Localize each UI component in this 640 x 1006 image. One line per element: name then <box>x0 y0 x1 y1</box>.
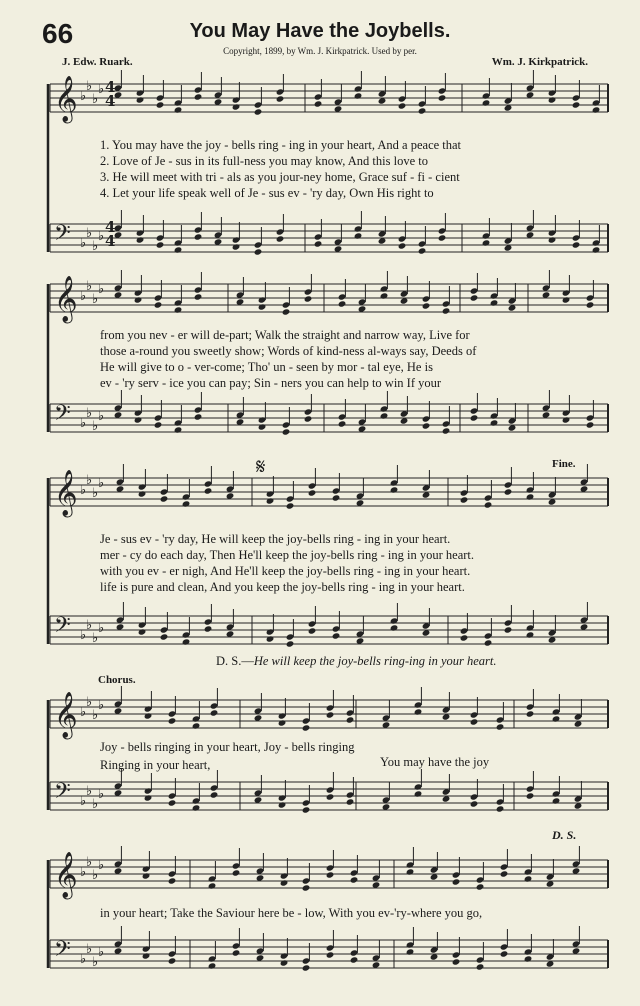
treble-note-notehead <box>258 303 267 310</box>
bass-note-notehead <box>350 956 359 963</box>
bass-note-notehead <box>174 426 183 433</box>
bass-note-notehead <box>302 806 311 813</box>
treble-clef: 𝄞 <box>54 276 78 322</box>
key-signature-flat: ♭ <box>98 476 105 491</box>
bass-note-notehead <box>398 242 407 249</box>
bass-note-notehead <box>406 948 415 955</box>
time-signature: 4 <box>105 78 116 96</box>
treble-clef: 𝄞 <box>54 76 78 122</box>
key-signature-flat: ♭ <box>86 784 93 799</box>
key-signature-flat: ♭ <box>98 945 105 960</box>
key-signature-flat: ♭ <box>92 797 99 812</box>
treble-note-notehead <box>134 296 143 303</box>
bass-note-notehead <box>562 416 571 423</box>
treble-note-notehead <box>398 102 407 109</box>
bass-note-notehead <box>278 801 287 808</box>
chorus-lyric-bottom-right: You may have the joy <box>380 755 490 769</box>
key-signature-flat: ♭ <box>80 89 87 104</box>
bass-note-notehead <box>452 958 461 965</box>
treble-note-notehead <box>286 502 295 509</box>
bass-clef: 𝄢 <box>54 779 71 809</box>
bass-note-notehead <box>496 805 505 812</box>
bass-note-notehead <box>156 241 165 248</box>
treble-note-notehead <box>326 871 335 878</box>
lyric-line-2-2: those a-round you sweetly show; Words of kind-ness al-ways say, Deeds of <box>100 344 477 358</box>
bass-note-notehead <box>484 639 493 646</box>
bass-note-notehead <box>154 421 163 428</box>
author-credit: J. Edw. Ruark. <box>62 56 133 68</box>
ds-marking: D. S. <box>552 828 577 842</box>
treble-note-notehead <box>156 101 165 108</box>
bass-note-notehead <box>524 955 533 962</box>
bass-note-notehead <box>470 800 479 807</box>
segno-sign: 𝄋 <box>256 454 266 479</box>
key-signature-flat: ♭ <box>80 628 87 643</box>
bass-note-notehead <box>280 959 289 966</box>
treble-note-notehead <box>168 877 177 884</box>
bass-note-notehead <box>302 964 311 971</box>
bass-note-notehead <box>276 235 285 242</box>
chorus-lyric-top: Joy - bells ringing in your heart, Joy - bells ringing <box>100 740 355 754</box>
bass-clef: 𝄢 <box>54 613 71 643</box>
treble-note-notehead <box>572 101 581 108</box>
treble-note-notehead <box>194 93 203 100</box>
bass-note-notehead <box>308 627 317 634</box>
treble-note-notehead <box>282 308 291 315</box>
bass-note-notehead <box>182 638 191 645</box>
treble-note-notehead <box>276 95 285 102</box>
key-signature-flat: ♭ <box>98 858 105 873</box>
bass-note-notehead <box>144 794 153 801</box>
bass-note-notehead <box>134 416 143 423</box>
key-signature-flat: ♭ <box>92 955 99 970</box>
time-signature: 4 <box>105 218 116 236</box>
treble-note-notehead <box>302 884 311 891</box>
treble-note-notehead <box>482 99 491 106</box>
copyright-notice: Copyright, 1899, by Wm. J. Kirkpatrick. Used by per. <box>223 46 417 56</box>
lyric-line-1-4: 4. Let your life speak well of Je - sus ev - 'ry day, Own His right to <box>100 186 434 200</box>
bass-note-notehead <box>142 952 151 959</box>
treble-note-notehead <box>442 307 451 314</box>
treble-note-notehead <box>338 300 347 307</box>
bass-note-notehead <box>210 791 219 798</box>
treble-note-notehead <box>470 718 479 725</box>
key-signature-flat: ♭ <box>86 618 93 633</box>
treble-note-notehead <box>194 293 203 300</box>
time-signature: 4 <box>105 232 116 250</box>
bass-note-notehead <box>254 248 263 255</box>
treble-note-notehead <box>346 716 355 723</box>
treble-note-notehead <box>168 717 177 724</box>
bass-note-notehead <box>482 239 491 246</box>
key-signature-flat: ♭ <box>98 621 105 636</box>
bass-note-notehead <box>160 633 169 640</box>
treble-note-notehead <box>380 292 389 299</box>
ds-text: He will keep the joy-bells ring-ing in your heart. <box>253 654 497 668</box>
key-signature-flat: ♭ <box>80 865 87 880</box>
bass-note-notehead <box>526 792 535 799</box>
treble-note-notehead <box>208 882 217 889</box>
treble-note-notehead <box>548 96 557 103</box>
treble-note-notehead <box>182 500 191 507</box>
key-signature-flat: ♭ <box>98 787 105 802</box>
treble-note-notehead <box>326 711 335 718</box>
lyric-line-1-3: 3. He will meet with tri - als as you jour-ney home, Grace suf - fi - cient <box>100 170 460 184</box>
treble-note-notehead <box>562 296 571 303</box>
bass-note-notehead <box>204 625 213 632</box>
treble-note-notehead <box>500 870 509 877</box>
treble-note-notehead <box>144 712 153 719</box>
bass-note-notehead <box>232 243 241 250</box>
treble-note-notehead <box>526 493 535 500</box>
hymn-title: You May Have the Joybells. <box>189 20 451 42</box>
treble-note-notehead <box>154 301 163 308</box>
bass-note-notehead <box>572 241 581 248</box>
treble-note-notehead <box>332 494 341 501</box>
key-signature-flat: ♭ <box>98 698 105 713</box>
key-signature-flat: ♭ <box>80 952 87 967</box>
treble-note-notehead <box>174 106 183 113</box>
ds-prefix: D. S.— <box>216 654 254 668</box>
key-signature-flat: ♭ <box>86 855 93 870</box>
treble-note-notehead <box>452 878 461 885</box>
treble-note-notehead <box>138 490 147 497</box>
hymn-number: 66 <box>42 18 74 49</box>
time-signature: 4 <box>105 92 116 110</box>
treble-note-notehead <box>174 306 183 313</box>
treble-note-notehead <box>210 709 219 716</box>
treble-note-notehead <box>280 879 289 886</box>
treble-note-notehead <box>254 108 263 115</box>
treble-note-notehead <box>160 495 169 502</box>
treble-note-notehead <box>232 869 241 876</box>
treble-note-notehead <box>308 489 317 496</box>
key-signature-flat: ♭ <box>80 289 87 304</box>
key-signature-flat: ♭ <box>80 483 87 498</box>
treble-note-notehead <box>586 301 595 308</box>
treble-note-notehead <box>504 488 513 495</box>
treble-note-notehead <box>136 96 145 103</box>
bass-note-notehead <box>548 236 557 243</box>
bass-note-notehead <box>354 232 363 239</box>
fine-marking: Fine. <box>552 458 576 470</box>
key-signature-flat: ♭ <box>80 416 87 431</box>
lyric-line-3-2: mer - cy do each day, Then He'll keep the joy-bells ring - ing in your heart. <box>100 548 475 562</box>
bass-note-notehead <box>168 799 177 806</box>
treble-note-notehead <box>460 496 469 503</box>
key-signature-flat: ♭ <box>86 473 93 488</box>
key-signature-flat: ♭ <box>86 406 93 421</box>
bass-note-notehead <box>194 233 203 240</box>
lyric-line-3-1: Je - sus ev - 'ry day, He will keep the joy-bells ring - ing in your heart. <box>100 532 451 546</box>
bass-note-notehead <box>380 412 389 419</box>
treble-note-notehead <box>438 94 447 101</box>
treble-note-notehead <box>266 497 275 504</box>
bass-note-notehead <box>332 632 341 639</box>
bass-clef: 𝄢 <box>54 401 71 431</box>
treble-note-notehead <box>418 107 427 114</box>
bass-note-notehead <box>500 950 509 957</box>
key-signature-flat: ♭ <box>86 942 93 957</box>
treble-note-notehead <box>470 294 479 301</box>
bass-note-notehead <box>414 790 423 797</box>
bass-note-notehead <box>304 415 313 422</box>
bass-clef: 𝄢 <box>54 937 71 967</box>
bass-note-notehead <box>592 246 601 253</box>
bass-note-notehead <box>460 634 469 641</box>
key-signature-flat: ♭ <box>92 419 99 434</box>
treble-note-notehead <box>490 299 499 306</box>
bass-note-notehead <box>282 428 291 435</box>
treble-note-notehead <box>302 724 311 731</box>
bass-note-notehead <box>174 246 183 253</box>
lyric-line-2-1: from you nev - er will de-part; Walk the straight and narrow way, Live for <box>100 328 470 342</box>
bass-note-notehead <box>586 421 595 428</box>
bass-note-notehead <box>326 793 335 800</box>
bass-note-notehead <box>258 423 267 430</box>
bass-note-notehead <box>490 419 499 426</box>
key-signature-flat: ♭ <box>80 236 87 251</box>
treble-note-notehead <box>350 876 359 883</box>
treble-note-notehead <box>304 295 313 302</box>
treble-note-notehead <box>552 715 561 722</box>
lyric-line-1-2: 2. Love of Je - sus in its full-ness you may know, And this love to <box>100 154 428 168</box>
bass-note-notehead <box>346 798 355 805</box>
key-signature-flat: ♭ <box>98 82 105 97</box>
bass-note-notehead <box>470 414 479 421</box>
bass-note-notehead <box>504 626 513 633</box>
key-signature-flat: ♭ <box>80 705 87 720</box>
treble-note-notehead <box>484 501 493 508</box>
bass-note-notehead <box>552 797 561 804</box>
treble-note-notehead <box>526 710 535 717</box>
lyric-line-2-3: He will give to o - ver-come; Tho' un - seen by mor - tal eye, He is <box>100 360 433 374</box>
bass-note-notehead <box>168 957 177 964</box>
treble-note-notehead <box>476 883 485 890</box>
bass-note-notehead <box>338 420 347 427</box>
key-signature-flat: ♭ <box>92 868 99 883</box>
lyric-line-1-1: 1. You may have the joy - bells ring - ing in your heart, And a peace that <box>100 138 462 152</box>
key-signature-flat: ♭ <box>86 226 93 241</box>
bass-note-notehead <box>476 963 485 970</box>
treble-clef: 𝄞 <box>54 852 78 898</box>
bass-note-notehead <box>232 949 241 956</box>
bass-note-notehead <box>442 427 451 434</box>
key-signature-flat: ♭ <box>86 279 93 294</box>
key-signature-flat: ♭ <box>98 409 105 424</box>
treble-note-notehead <box>354 92 363 99</box>
bass-note-notehead <box>438 234 447 241</box>
key-signature-flat: ♭ <box>92 486 99 501</box>
composer-credit: Wm. J. Kirkpatrick. <box>491 56 588 68</box>
bass-note-notehead <box>418 247 427 254</box>
key-signature-flat: ♭ <box>92 708 99 723</box>
ds-instruction <box>216 654 497 669</box>
treble-clef: 𝄞 <box>54 692 78 738</box>
bass-note-notehead <box>390 624 399 631</box>
lyric-line-5: in your heart; Take the Saviour here be - low, With you ev-'ry-where you go, <box>100 906 483 920</box>
bass-note-notehead <box>326 951 335 958</box>
lyric-line-3-3: with you ev - er nigh, And He'll keep the joy-bells ring - ing in your heart. <box>100 564 471 578</box>
treble-note-notehead <box>390 486 399 493</box>
treble-note-notehead <box>592 106 601 113</box>
key-signature-flat: ♭ <box>92 239 99 254</box>
bass-note-notehead <box>208 962 217 969</box>
key-signature-flat: ♭ <box>98 282 105 297</box>
key-signature-flat: ♭ <box>86 79 93 94</box>
treble-note-notehead <box>232 103 241 110</box>
key-signature-flat: ♭ <box>86 695 93 710</box>
bass-note-notehead <box>526 631 535 638</box>
treble-note-notehead <box>278 719 287 726</box>
key-signature-flat: ♭ <box>98 229 105 244</box>
bass-note-notehead <box>136 236 145 243</box>
bass-note-notehead <box>422 422 431 429</box>
treble-clef: 𝄞 <box>54 470 78 516</box>
treble-note-notehead <box>422 302 431 309</box>
treble-note-notehead <box>406 868 415 875</box>
lyric-line-2-4: ev - 'ry serv - ice you can pay; Sin - ners you can help to win If your <box>100 376 442 390</box>
key-signature-flat: ♭ <box>92 92 99 107</box>
bass-note-notehead <box>138 628 147 635</box>
key-signature-flat: ♭ <box>92 631 99 646</box>
treble-note-notehead <box>142 872 151 879</box>
treble-note-notehead <box>192 722 201 729</box>
lyric-line-3-4: life is pure and clean, And you keep the joy-bells ring - ing in your heart. <box>100 580 465 594</box>
bass-note-notehead <box>194 413 203 420</box>
key-signature-flat: ♭ <box>92 292 99 307</box>
treble-note-notehead <box>524 875 533 882</box>
treble-note-notehead <box>414 708 423 715</box>
bass-note-notehead <box>314 240 323 247</box>
key-signature-flat: ♭ <box>80 794 87 809</box>
chorus-label: Chorus. <box>98 674 136 686</box>
bass-clef: 𝄢 <box>54 221 71 251</box>
chorus-lyric-bottom-left: Ringing in your heart, <box>100 758 211 772</box>
bass-note-notehead <box>286 640 295 647</box>
treble-note-notehead <box>204 487 213 494</box>
treble-note-notehead <box>314 100 323 107</box>
bass-note-notehead <box>266 635 275 642</box>
bass-note-notehead <box>192 804 201 811</box>
treble-note-notehead <box>496 723 505 730</box>
